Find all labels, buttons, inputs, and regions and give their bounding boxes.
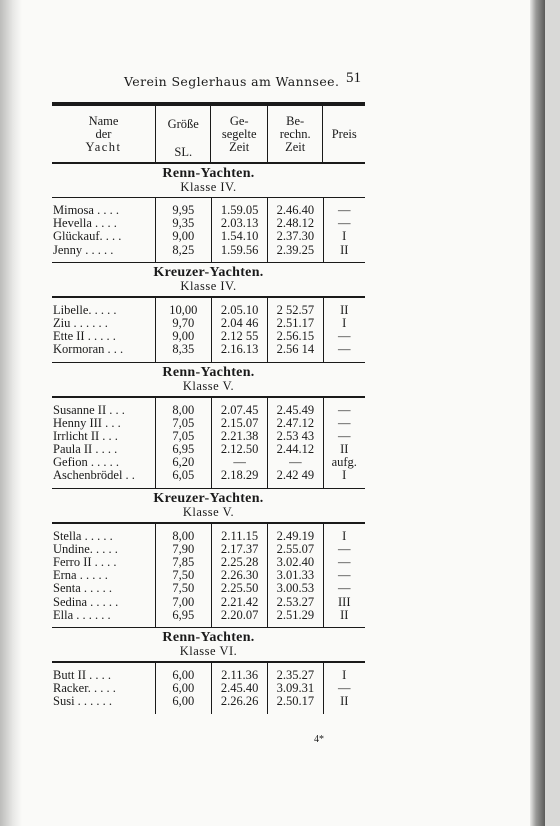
column-sailed-time [211, 524, 267, 627]
section-title: Renn-Yachten. [162, 365, 255, 380]
result-section [52, 628, 365, 713]
column-yacht-name [52, 524, 155, 627]
section-title: Kreuzer-Yachten. [153, 265, 264, 281]
cell-sailed-time: 2.17.37 [220, 541, 259, 556]
cell-calculated-time: 2.35.27 [276, 667, 315, 682]
cell-yacht-name: Glückauf. . . . [53, 230, 122, 244]
section-class: Klasse IV. [180, 179, 237, 194]
cell-prize: — [338, 581, 351, 596]
cell-prize: — [338, 568, 351, 583]
column-yacht-size [155, 398, 211, 488]
cell-calculated-time: 2.44.12 [276, 442, 315, 457]
cell-calculated-time: 3.02.40 [276, 555, 315, 569]
cell-prize: — [338, 555, 351, 569]
cell-sailed-time: 2.21.42 [220, 594, 259, 609]
column-yacht-size [155, 298, 211, 362]
column-yacht-name [52, 198, 155, 262]
column-sailed-time [211, 398, 267, 488]
cell-sailed-time: 1.59.05 [220, 203, 259, 217]
cell-yacht-name: Stella . . . . . [53, 529, 113, 543]
header-name-line3: Yacht [85, 139, 122, 154]
cell-yacht-size: 9,00 [172, 329, 195, 344]
cell-yacht-name: Susanne II . . . [53, 403, 125, 417]
header-prize: Preis [322, 106, 365, 162]
cell-yacht-size: 7,50 [172, 581, 195, 596]
section-rows [52, 524, 365, 627]
cell-yacht-size: 6,20 [172, 455, 195, 470]
column-calculated-time [267, 663, 322, 714]
cell-yacht-size: 6,00 [172, 694, 195, 709]
cell-yacht-name: Ziu . . . . . . [53, 316, 108, 330]
cell-yacht-size: 9,95 [172, 203, 195, 217]
cell-calculated-time: 2.53.27 [276, 594, 315, 609]
header-sailed-line2: segelte [221, 126, 257, 141]
cell-yacht-name: Hevella . . . . [53, 217, 117, 231]
header-name-line1: Name [88, 113, 119, 128]
cell-calculated-time: 2.53 43 [276, 428, 315, 443]
cell-sailed-time: 2.21.38 [220, 428, 259, 443]
cell-prize: II [340, 442, 349, 457]
column-sailed-time [211, 298, 267, 362]
cell-prize: II [340, 302, 349, 317]
cell-calculated-time: — [289, 455, 302, 470]
cell-prize: II [340, 694, 349, 709]
column-calculated-time [267, 524, 322, 627]
signature-mark: 4* [314, 734, 324, 745]
cell-sailed-time: 2.03.13 [220, 216, 259, 231]
cell-prize: aufg. [331, 455, 357, 470]
column-prize [323, 398, 365, 488]
cell-sailed-time: 2.07.45 [220, 402, 259, 417]
column-calculated-time [267, 398, 322, 488]
cell-prize: I [342, 667, 347, 682]
cell-calculated-time: 3.01.33 [276, 568, 315, 583]
cell-yacht-size: 7,50 [172, 568, 195, 583]
cell-prize: — [338, 541, 351, 556]
cell-sailed-time: 2.11.15 [221, 528, 259, 543]
cell-yacht-name: Erna . . . . . [53, 569, 108, 583]
cell-sailed-time: 2.16.13 [220, 342, 259, 357]
column-calculated-time [267, 298, 322, 362]
section-rows [52, 663, 365, 714]
cell-sailed-time: 2.12.50 [220, 442, 259, 457]
cell-sailed-time: 1.54.10 [220, 229, 259, 244]
cell-yacht-name: Gefion . . . . . [53, 456, 119, 470]
page-edge [530, 0, 545, 826]
cell-calculated-time: 2.47.12 [276, 415, 315, 430]
cell-prize: I [342, 229, 347, 244]
cell-yacht-name: Racker. . . . . [53, 682, 116, 696]
cell-sailed-time: 2.04 46 [220, 315, 259, 330]
cell-calculated-time: 2.39.25 [276, 242, 315, 257]
column-sailed-time [211, 198, 267, 262]
section-class: Klasse IV. [180, 279, 237, 294]
cell-prize: II [340, 607, 349, 622]
cell-yacht-size: 7,05 [172, 415, 195, 430]
cell-sailed-time: 2.20.07 [220, 607, 259, 622]
section-rows [52, 398, 365, 488]
column-yacht-name [52, 298, 155, 362]
cell-yacht-size: 8,00 [172, 528, 195, 543]
cell-calculated-time: 3.00.53 [276, 581, 315, 596]
cell-yacht-size: 7,00 [172, 594, 195, 609]
column-prize [323, 198, 365, 262]
cell-yacht-size: 6,95 [172, 442, 195, 457]
cell-yacht-name: Senta . . . . . [53, 582, 113, 596]
page-number: 51 [346, 70, 361, 86]
cell-sailed-time: 2.45.40 [220, 681, 259, 696]
column-yacht-name [52, 398, 155, 488]
result-section [52, 164, 365, 264]
cell-calculated-time: 2.56 14 [276, 342, 315, 357]
cell-sailed-time: 2.05.10 [220, 302, 259, 317]
cell-prize: — [338, 203, 351, 217]
cell-yacht-size: 7,05 [172, 428, 195, 443]
cell-calculated-time: 2.48.12 [276, 216, 315, 231]
cell-yacht-name: Sedina . . . . . [53, 595, 119, 609]
section-rows [52, 198, 365, 262]
section-title: Renn-Yachten. [162, 165, 255, 181]
cell-yacht-name: Libelle. . . . . [53, 303, 117, 317]
column-sailed-time [211, 663, 267, 714]
header-sailed-time [210, 106, 266, 162]
cell-yacht-size: 9,00 [172, 229, 195, 244]
cell-yacht-name: Susi . . . . . . [53, 695, 113, 709]
section-rows [52, 298, 365, 362]
cell-calculated-time: 2.55.07 [276, 541, 315, 556]
cell-sailed-time: 2.18.29 [220, 468, 259, 483]
cell-yacht-size: 6,05 [172, 468, 195, 483]
cell-calculated-time: 2.51.29 [276, 607, 315, 622]
cell-yacht-name: Butt II . . . . [53, 668, 111, 682]
cell-yacht-size: 6,95 [172, 607, 195, 622]
header-sailed-line1: Ge- [229, 113, 249, 128]
cell-yacht-name: Jenny . . . . . [53, 243, 114, 257]
section-class: Klasse V. [182, 379, 235, 393]
cell-sailed-time: 2.15.07 [220, 415, 259, 430]
cell-yacht-name: Ferro II . . . . [53, 556, 117, 569]
table-header [52, 106, 365, 162]
cell-yacht-size: 8,00 [172, 402, 195, 417]
cell-yacht-size: 9,35 [172, 216, 195, 231]
column-yacht-name [52, 663, 155, 714]
cell-yacht-name: Undine. . . . . [53, 542, 118, 556]
results-table [52, 102, 365, 714]
cell-yacht-size: 7,90 [172, 541, 195, 556]
cell-prize: — [338, 402, 351, 417]
result-section [52, 363, 365, 489]
cell-prize: — [338, 329, 351, 344]
column-prize [323, 524, 365, 627]
cell-calculated-time: 2.49.19 [276, 528, 315, 543]
cell-calculated-time: 2.45.49 [276, 402, 315, 417]
section-class: Klasse VI. [179, 644, 238, 659]
cell-yacht-size: 8,35 [172, 342, 195, 357]
column-yacht-size [155, 663, 211, 714]
cell-sailed-time: 2.26.30 [220, 568, 259, 583]
cell-yacht-name: Paula II . . . . [53, 443, 118, 457]
column-calculated-time [267, 198, 322, 262]
header-name-line2: der [95, 126, 112, 141]
cell-sailed-time: 2.25.50 [220, 581, 259, 596]
cell-calculated-time: 2.51.17 [276, 315, 315, 330]
header-sailed-line3: Zeit [229, 139, 250, 154]
header-calc-line3: Zeit [285, 139, 306, 154]
cell-sailed-time: — [233, 455, 246, 470]
cell-sailed-time: 2.26.26 [220, 694, 259, 709]
cell-yacht-size: 7,85 [172, 555, 195, 569]
cell-sailed-time: 2.11.36 [221, 667, 259, 682]
cell-sailed-time: 1.59.56 [220, 242, 259, 257]
cell-yacht-name: Henny III . . . [53, 416, 121, 430]
cell-calculated-time: 2.42 49 [276, 468, 315, 483]
header-size-line2: SL. [174, 145, 193, 159]
cell-prize: I [342, 468, 347, 483]
cell-prize: II [340, 242, 349, 257]
cell-yacht-name: Irrlicht II . . . [53, 429, 118, 443]
cell-yacht-size: 6,00 [172, 667, 195, 682]
header-calc-line1: Be- [286, 113, 305, 128]
result-section [52, 489, 365, 628]
cell-yacht-size: 9,70 [172, 315, 195, 330]
column-yacht-size [155, 524, 211, 627]
header-calc-line2: rechn. [279, 126, 311, 141]
cell-prize: III [338, 594, 351, 609]
section-class: Klasse V. [182, 505, 235, 520]
page-gutter-shadow [0, 0, 22, 826]
section-title: Renn-Yachten. [162, 630, 255, 646]
cell-calculated-time: 2.50.17 [276, 694, 315, 709]
cell-yacht-name: Ella . . . . . . [53, 608, 111, 622]
header-calculated-time [267, 106, 322, 162]
header-name [52, 106, 155, 162]
cell-yacht-name: Kormoran . . . [53, 343, 124, 357]
cell-yacht-size: 10,00 [169, 302, 198, 317]
column-prize [323, 298, 365, 362]
cell-sailed-time: 2.25.28 [220, 555, 259, 569]
cell-yacht-name: Ette II . . . . . [53, 330, 116, 344]
cell-prize: — [338, 342, 351, 357]
cell-prize: — [338, 428, 351, 443]
cell-calculated-time: 3.09.31 [276, 681, 315, 696]
header-size-line1: Größe [167, 117, 199, 131]
cell-prize: — [338, 216, 351, 231]
cell-prize: — [338, 681, 351, 696]
cell-prize: — [338, 415, 351, 430]
cell-prize: I [342, 315, 347, 330]
table-sections [52, 164, 365, 714]
section-title: Kreuzer-Yachten. [153, 491, 264, 507]
cell-yacht-size: 6,00 [172, 681, 195, 696]
running-head: Verein Seglerhaus am Wannsee. [124, 74, 340, 89]
cell-calculated-time: 2.56.15 [276, 329, 315, 344]
cell-sailed-time: 2.12 55 [220, 329, 259, 344]
cell-prize: I [342, 528, 347, 543]
column-prize [323, 663, 365, 714]
result-section [52, 263, 365, 363]
cell-calculated-time: 2 52.57 [276, 302, 315, 317]
cell-calculated-time: 2.37.30 [276, 229, 315, 244]
cell-yacht-size: 8,25 [172, 242, 195, 257]
cell-yacht-name: Aschenbrödel . . [53, 469, 135, 483]
cell-calculated-time: 2.46.40 [276, 203, 315, 217]
column-yacht-size [155, 198, 211, 262]
header-size [155, 106, 210, 162]
cell-yacht-name: Mimosa . . . . [53, 204, 119, 217]
